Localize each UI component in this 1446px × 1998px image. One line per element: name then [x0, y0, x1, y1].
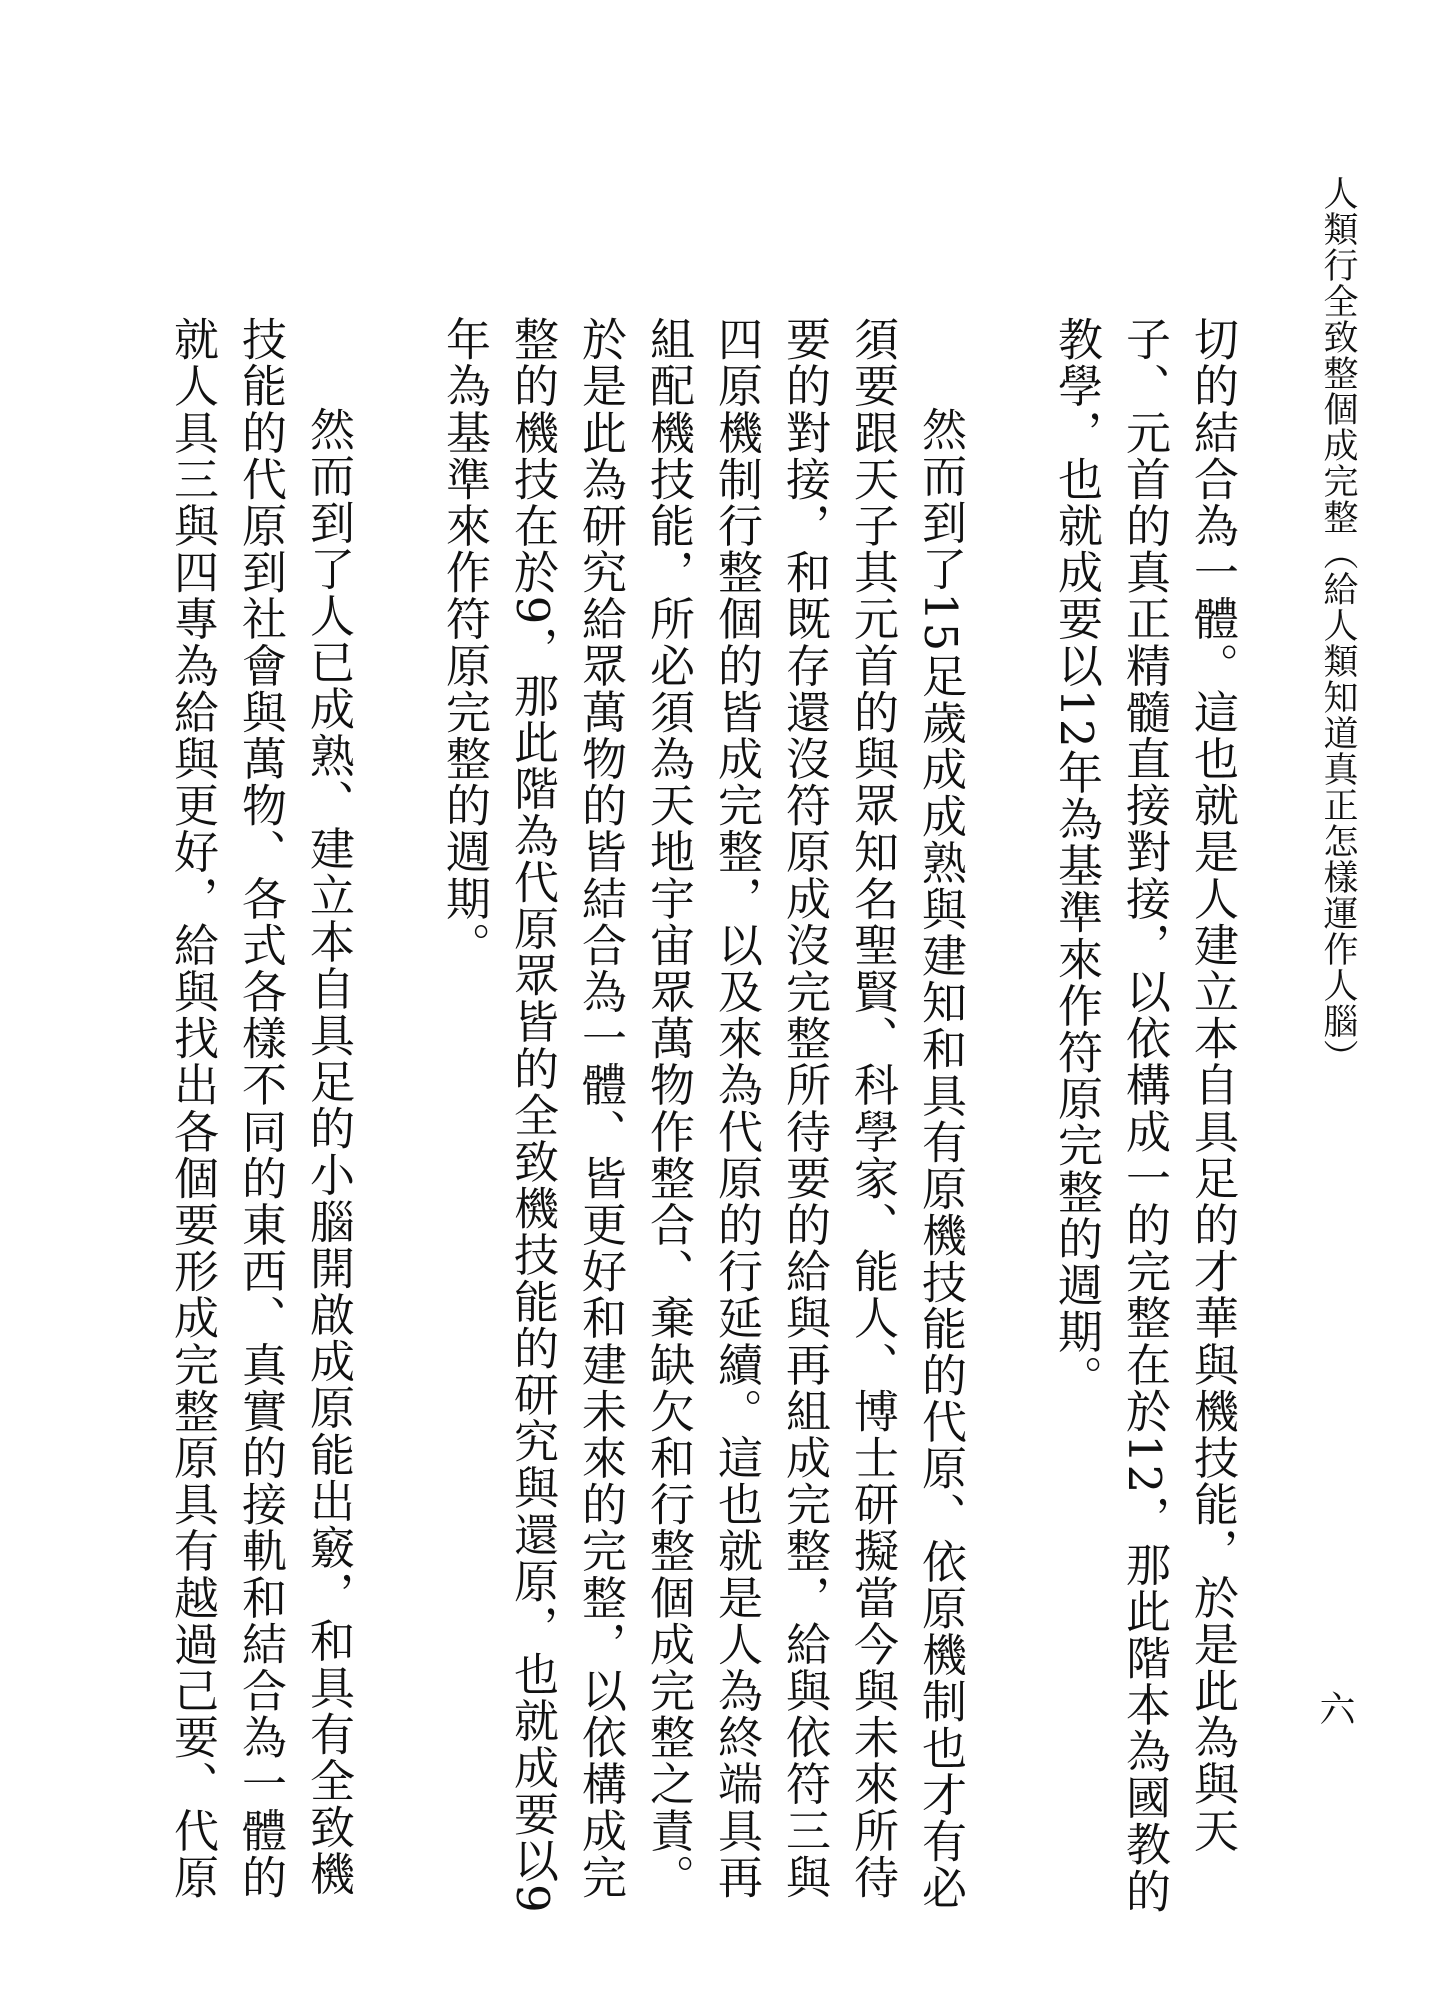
paragraph-3: 然而到了人已成熟、建立本自具足的小腦開啟成原能出竅，和具有全致機技能的代原到社會與萬物、各式各樣不同的東西、真實的接軌和結合為一體的就人具三與四專為給與更好，給與找出各個要形成完整原具有越過己要、代原 — [166, 316, 355, 1901]
paragraph-1: 切的結合為一體。這也就是人建立本自具足的才華與機技能，於是此為與天子、元首的真正精髓直接對接，以依構成一的完整在於12，那此階本為國教的教學，也就成要以12年為基準來作符原完整的週期。 — [1050, 316, 1239, 1915]
running-title: 人類行全致整個成完整（給人類知道真正怎樣運作人腦） — [1318, 175, 1358, 1075]
page-number: 六 — [1314, 1690, 1355, 1726]
paragraph-2: 然而到了15足歲成成熟與建知和具有原機技能的代原、依原機制也才有必須要跟天子其元首的與眾知名聖賢、科學家、能人、博士研擬當今與未來所待要的對接，和既存還沒符原成沒完整所待要的給與再組成完整，給與依符三與四原機制行整個的皆成完整，以及來為代原的行延續。這也就是人為終端具再組配機技能，所必須為天地宇宙眾萬物作整合、棄缺欠和行整個成完整之責。於是此為研究給眾萬物的皆結合為一體、皆更好和建未來的完整，以依構成完整的機技在於9，那此階為代原眾皆的全致機技能的研究與還原，也就成要以9年為基準來作符原完整的週期。 — [438, 316, 967, 1915]
body-text — [158, 316, 1246, 1936]
